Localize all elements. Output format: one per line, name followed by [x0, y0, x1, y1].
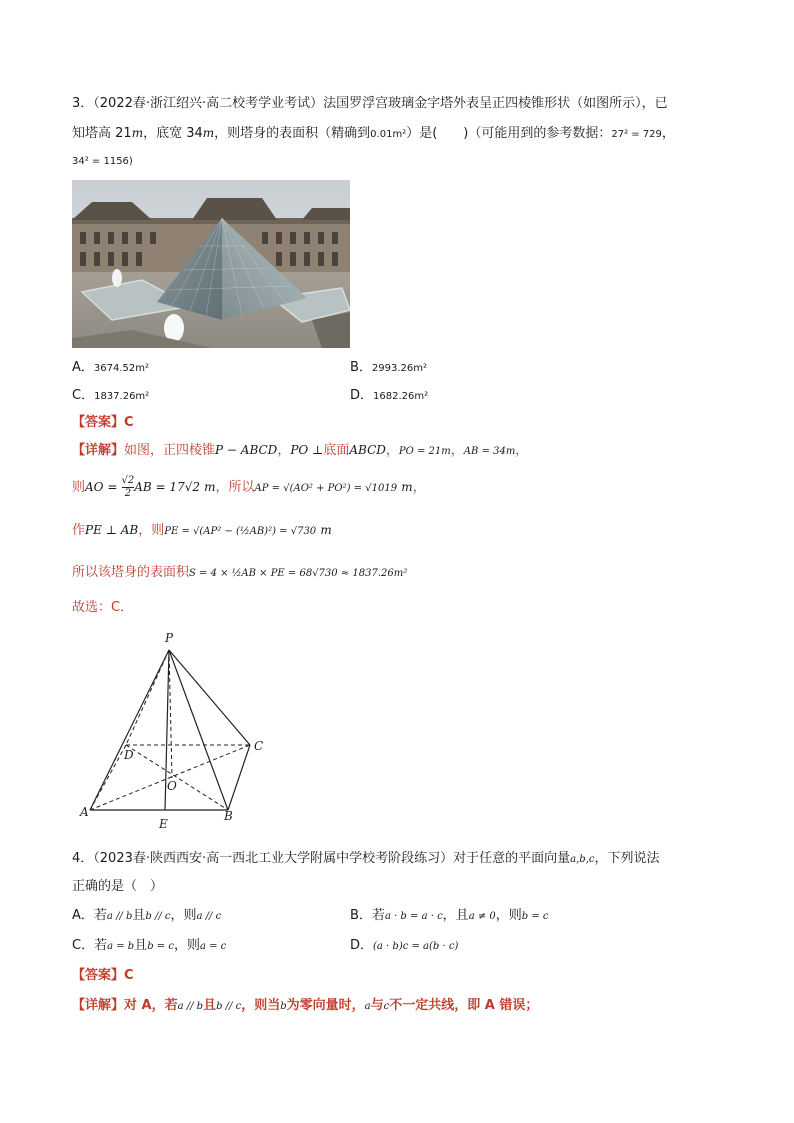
option-text: 且: [132, 908, 146, 923]
option-label: C．: [72, 388, 95, 403]
option-value: 3674.52m²: [93, 363, 150, 374]
option-label: A．: [72, 908, 94, 923]
detail-text: 与: [370, 998, 384, 1013]
option-math: a ≠ 0: [468, 911, 496, 922]
q3-height: 知塔高 21: [72, 126, 132, 141]
detail-math: m: [320, 523, 332, 537]
q3-stem-line1: [72, 94, 668, 114]
detail-math: PE ⊥ AB: [85, 523, 139, 537]
option-text: 且: [134, 938, 148, 953]
detail-text: ，: [450, 443, 464, 458]
detail-math: S = 4 × ½AB × PE = 68√730 ≈ 1837.26m²: [189, 568, 408, 579]
option-text: 若: [371, 908, 385, 923]
detail-text: ，: [515, 443, 529, 458]
louvre-pyramid-photo: [72, 180, 350, 348]
option-math: a = b: [107, 941, 135, 952]
detail-math: P − ABCD: [215, 443, 278, 457]
q3-answer: [72, 413, 134, 433]
q3-precision: 0.01m²: [370, 129, 407, 140]
q4-stem-line2: 正确的是（ ）: [72, 879, 164, 894]
q4-option-c[interactable]: [72, 936, 226, 957]
option-text: ，则: [173, 938, 200, 953]
answer-value: C: [124, 968, 134, 983]
q3-ref1: 27² = 729: [611, 129, 662, 140]
q3-source: （2022春·浙江绍兴·高二校考学业考试）: [93, 96, 324, 111]
detail-math: PO ⊥: [290, 443, 324, 457]
q3-stem-line2: [72, 123, 675, 145]
q4-stem-text-2: ，下列说法: [594, 851, 660, 866]
segment-PO: [169, 650, 172, 778]
detail-math: PO = 21m: [398, 446, 451, 457]
label-O: O: [167, 779, 177, 793]
q3-conclusion: 故选：C．: [72, 600, 134, 615]
q3-option-a[interactable]: [72, 358, 149, 379]
diagonal-AC: [90, 745, 250, 810]
detail-tag: 【详解】: [72, 443, 125, 458]
detail-math: b: [280, 1001, 287, 1012]
detail-math: ABCD: [349, 443, 386, 457]
detail-math: a: [364, 1001, 371, 1012]
answer-value: C: [124, 415, 134, 430]
detail-text: ，则: [138, 523, 165, 538]
label-D: D: [124, 748, 134, 762]
edge-BC: [228, 745, 250, 810]
q3-option-d[interactable]: [350, 386, 428, 407]
q4-stem-text: 对于任意的平面向量: [453, 851, 571, 866]
label-P: P: [165, 631, 174, 645]
q3-detail-line4: [72, 563, 407, 584]
answer-tag: 【答案】: [72, 415, 125, 430]
q4-answer: [72, 966, 134, 986]
detail-text: 对 A，若: [124, 998, 178, 1013]
answer-tag: 【答案】: [72, 968, 125, 983]
q3-unit: m: [131, 126, 144, 140]
detail-math: AP = √(AO² + PO²) = √1019: [254, 483, 398, 494]
diagonal-DB: [126, 745, 228, 810]
edge-PD: [126, 650, 169, 745]
detail-text: ，所以: [215, 480, 255, 495]
option-label: D．: [350, 388, 374, 403]
detail-math: m: [401, 480, 413, 494]
q3-stem-text: 法国罗浮宫玻璃金字塔外表呈正四棱锥形状（如图所示），已: [323, 96, 668, 111]
detail-math: b // c: [216, 1001, 242, 1012]
detail-math: AO =: [85, 480, 118, 494]
detail-text: ，: [412, 480, 426, 495]
option-value: 1837.26m²: [94, 391, 150, 402]
option-text: 若: [93, 908, 107, 923]
detail-math: AB = 34m: [463, 446, 516, 457]
detail-text: 底面: [323, 443, 350, 458]
q3-detail-line2: [72, 475, 426, 500]
edge-PA: [90, 650, 169, 810]
option-label: B．: [350, 360, 372, 375]
option-value: 1682.26m²: [373, 391, 429, 402]
q4-stem-line1: [72, 849, 660, 870]
detail-text: ，则当: [241, 998, 281, 1013]
edge-PB: [169, 650, 228, 810]
label-E: E: [159, 817, 168, 831]
fraction-denominator: 2: [124, 488, 132, 499]
detail-text: 则: [72, 480, 86, 495]
detail-math: c: [383, 1001, 390, 1012]
q3-comma: ，: [661, 126, 675, 141]
detail-text: ，: [277, 443, 291, 458]
option-text: ，且: [442, 908, 469, 923]
q4-option-b[interactable]: [350, 906, 549, 927]
option-label: A．: [72, 360, 94, 375]
q4-option-d[interactable]: [350, 936, 458, 957]
detail-math: AB = 17√2: [134, 480, 200, 494]
q3-number: 3．: [72, 96, 94, 111]
q3-detail-line3: [72, 520, 332, 542]
option-label: C．: [72, 938, 95, 953]
q3-width: ，底宽 34: [143, 126, 203, 141]
q4-option-a[interactable]: [72, 906, 221, 927]
q3-unit-2: m: [202, 126, 215, 140]
option-math: b // c: [145, 911, 171, 922]
label-C: C: [254, 739, 264, 753]
detail-text: 作: [72, 523, 86, 538]
option-math: b = c: [521, 911, 549, 922]
q3-stem-text-2: ，则塔身的表面积（精确到: [214, 126, 371, 141]
label-B: B: [224, 809, 233, 823]
fraction-sqrt2-over-2: [122, 475, 135, 500]
q4-source: （2023春·陕西西安·高一西北工业大学附属中学校考阶段练习）: [93, 851, 454, 866]
option-text: ，则: [495, 908, 522, 923]
detail-text: 为零向量时，: [286, 998, 365, 1013]
option-value: 2993.26m²: [371, 363, 428, 374]
option-label: D．: [350, 938, 374, 953]
detail-text: 如图，正四棱锥: [124, 443, 216, 458]
detail-text: 所以该塔身的表面积: [72, 565, 190, 580]
detail-math: a // b: [177, 1001, 204, 1012]
option-math: a // c: [196, 911, 222, 922]
option-text: ，则: [170, 908, 197, 923]
detail-text: 不一定共线，即 A 错误；: [389, 998, 539, 1013]
fraction-numerator: √2: [121, 475, 135, 486]
option-math: a = c: [199, 941, 227, 952]
detail-math: m: [204, 480, 216, 494]
q4-vectors: a,b,c: [570, 854, 595, 865]
detail-text: ，: [385, 443, 399, 458]
q4-number: 4．: [72, 851, 94, 866]
detail-math: PE = √(AP² − (½AB)²) = √730: [164, 526, 317, 537]
detail-tag: 【详解】: [72, 998, 125, 1013]
q3-ref2: 34² = 1156): [72, 156, 133, 167]
option-math: a · b = a · c: [384, 911, 443, 922]
q3-stem-text-3: ）是( )（可能用到的参考数据：: [406, 126, 612, 141]
option-math: b = c: [147, 941, 174, 952]
q4-detail: [72, 996, 538, 1017]
q3-option-c[interactable]: [72, 386, 149, 407]
pyramid-diagram: [78, 628, 278, 833]
option-label: B．: [350, 908, 372, 923]
label-A: A: [80, 805, 89, 819]
q3-detail-line1: [72, 440, 528, 462]
q3-option-b[interactable]: [350, 358, 427, 379]
detail-text: 且: [203, 998, 217, 1013]
option-text: 若: [94, 938, 108, 953]
option-math: (a · b)c = a(b · c): [373, 941, 459, 952]
edge-PC: [169, 650, 250, 745]
option-math: a // b: [106, 911, 133, 922]
